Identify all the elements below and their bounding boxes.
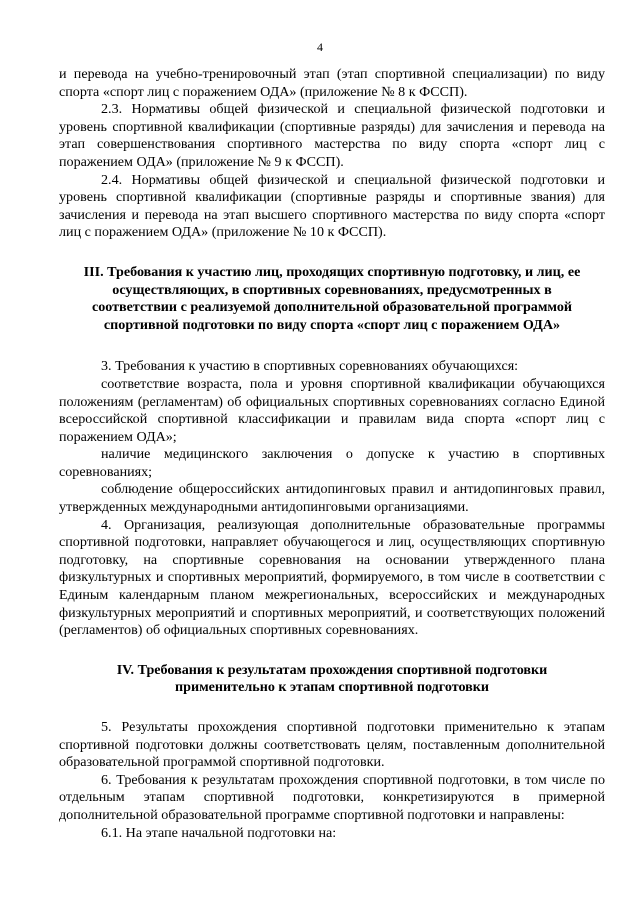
paragraph-3-item-age: соответствие возраста, пола и уровня спортивной квалификации обучающихся положениям (регламентам) об официальных спортивных соревнованиях согласно Единой всероссийской спортивной классификации и правилам вида спорта «спорт лиц с поражением ОДА»;: [59, 375, 605, 445]
paragraph-6: 6. Требования к результатам прохождения спортивной подготовки, в том числе по отдельным этапам спортивной подготовки, конкретизируются в примерной дополнительной образовательной программе спортивной подготовки и направлены:: [59, 771, 605, 823]
paragraph-4: 4. Организация, реализующая дополнительные образовательные программы спортивной подготовки, направляет обучающегося и лиц, осуществляющих спортивную подготовку, на спортивные соревнования на основании утвержденного плана физкультурных и спортивных мероприятий, формируемого, в том числе в соответствии с Единым календарным планом межрегиональных, всероссийских и международных физкультурных мероприятий и спортивных мероприятий, и соответствующих положений (регламентов) об официальных спортивных соревнованиях.: [59, 516, 605, 639]
page-number: 4: [317, 40, 323, 54]
document-body: [59, 66, 605, 842]
paragraph-continuation: и перевода на учебно-тренировочный этап (этап спортивной специализации) по виду спорта «спорт лиц с поражением ОДА» (приложение № 8 к ФССП).: [59, 66, 605, 100]
section-iv-heading: IV. Требования к результатам прохождения спортивной подготовки применительно к этапам спортивной подготовки: [116, 661, 548, 696]
paragraph-3-item-antidoping: соблюдение общероссийских антидопинговых правил и антидопинговых правил, утвержденных международными антидопинговыми организациями.: [59, 481, 605, 516]
section-iii-heading: III. Требования к участию лиц, проходящих спортивную подготовку, и лиц, ее осуществляющих, в спортивных соревнованиях, предусмотренных в соответствии с реализуемой дополнительной образовательной программой спортивной подготовки по виду спорта «спорт лиц с поражением ОДА»: [83, 263, 581, 333]
paragraph-3: 3. Требования к участию в спортивных соревнованиях обучающихся:: [101, 358, 519, 375]
paragraph-2-3: 2.3. Нормативы общей физической и специальной физической подготовки и уровень спортивной квалификации (спортивные разряды) для зачисления и перевода на этап совершенствования спортивного мастерства по виду спорта «спорт лиц с поражением ОДА» (приложение № 9 к ФССП).: [59, 101, 605, 170]
paragraph-6-1: 6.1. На этапе начальной подготовки на:: [101, 824, 337, 841]
paragraph-2-4: 2.4. Нормативы общей физической и специальной физической подготовки и уровень спортивной квалификации (спортивные разряды и спортивные звания) для зачисления и перевода на этап высшего спортивного мастерства по виду спорта «спорт лиц с поражением ОДА» (приложение № 10 к ФССП).: [59, 171, 605, 241]
paragraph-3-item-medical: наличие медицинского заключения о допуске к участию в спортивных соревнованиях;: [59, 446, 605, 480]
paragraph-5: 5. Результаты прохождения спортивной подготовки применительно к этапам спортивной подготовки должны соответствовать целям, поставленным дополнительной образовательной программой спортивной подготовки.: [59, 719, 605, 771]
